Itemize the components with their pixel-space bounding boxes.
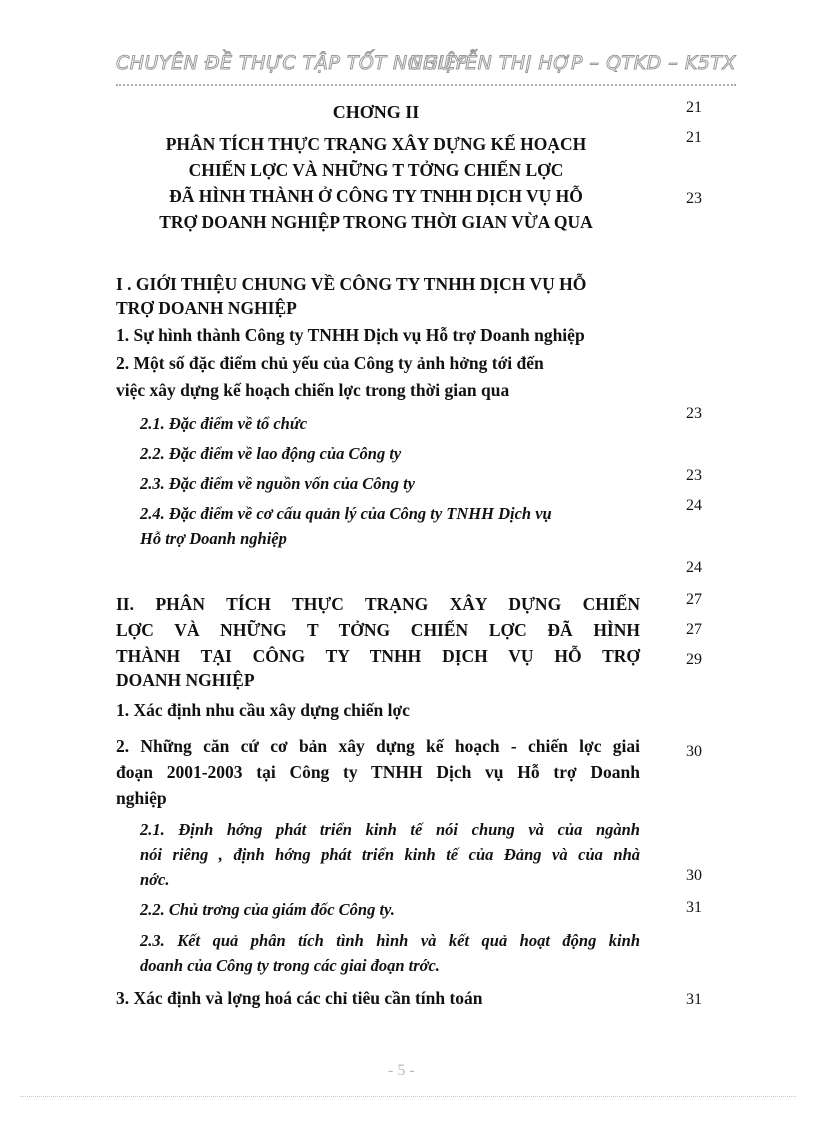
footer-page-number: - 5 - <box>388 1062 415 1079</box>
page-number: 30 <box>686 743 702 760</box>
page-number: 31 <box>686 991 702 1008</box>
header-divider <box>116 84 736 86</box>
chapter-heading-line: TRỢ DOANH NGHIỆP TRONG THỜI GIAN VỪA QUA <box>159 212 593 232</box>
toc-section-1: TRỢ DOANH NGHIỆP <box>116 298 297 318</box>
toc-subitem: doanh của Công ty trong các giai đoạn trớc. <box>140 956 440 975</box>
toc-item: 1. Xác định nhu cầu xây dựng chiến lợc <box>116 700 410 720</box>
chapter-title: CHƠNG II <box>332 102 420 122</box>
header-left: CHUYÊN ĐỀ THỰC TẬP TỐT NGHIỆP <box>116 52 469 74</box>
page-number: 27 <box>686 591 702 608</box>
chapter-heading-line: CHIẾN LỢC VÀ NHỮNG T TỞNG CHIẾN LỢC <box>188 160 564 180</box>
footer-divider <box>20 1096 796 1097</box>
page-number: 23 <box>686 190 702 207</box>
toc-item: việc xây dựng kế hoạch chiến lợc trong thời gian qua <box>116 380 510 400</box>
toc-section-2: LỢC VÀ NHỮNG T TỞNG CHIẾN LỢC ĐÃ HÌNH <box>116 620 640 640</box>
toc-subitem: 2.3. Kết quả phân tích tình hình và kết quả hoạt động kinh <box>140 931 640 950</box>
page-number: 27 <box>686 621 702 638</box>
toc-section-2: THÀNH TẠI CÔNG TY TNHH DỊCH VỤ HỖ TRỢ <box>116 646 640 666</box>
toc-section-2: DOANH NGHIỆP <box>116 670 255 690</box>
page-number: 29 <box>686 651 702 668</box>
header-right: NGUYỄN THỊ HỢP – QTKD – K5TX <box>408 52 736 74</box>
toc-item: 2. Một số đặc điểm chủ yếu của Công ty ảnh hởng tới đến <box>116 353 544 373</box>
chapter-heading-line: PHÂN TÍCH THỰC TRẠNG XÂY DỰNG KẾ HOẠCH <box>165 134 587 154</box>
toc-subitem: 2.1. Đặc điểm về tổ chức <box>140 414 308 433</box>
page-number: 21 <box>686 129 702 146</box>
toc-item: 1. Sự hình thành Công ty TNHH Dịch vụ Hỗ trợ Doanh nghiệp <box>116 325 585 345</box>
chapter-heading-line: ĐÃ HÌNH THÀNH Ở CÔNG TY TNHH DỊCH VỤ HỖ <box>169 186 583 206</box>
toc-subitem: Hỗ trợ Doanh nghiệp <box>140 529 287 548</box>
toc-subitem: 2.2. Chủ trơng của giám đốc Công ty. <box>140 900 395 919</box>
toc-subitem: nói riêng , định hớng phát triển kinh tế của Đảng và của nhà <box>140 845 640 864</box>
toc-section-1: I . GIỚI THIỆU CHUNG VỀ CÔNG TY TNHH DỊCH VỤ HỖ <box>116 274 587 294</box>
toc-item: đoạn 2001-2003 tại Công ty TNHH Dịch vụ Hỗ trợ Doanh <box>116 762 640 782</box>
page-number: 21 <box>686 99 702 116</box>
toc-item: nghiệp <box>116 788 167 808</box>
page-number: 24 <box>686 559 702 576</box>
page-number: 30 <box>686 867 702 884</box>
toc-subitem: 2.3. Đặc điểm về nguồn vốn của Công ty <box>140 474 415 493</box>
toc-subitem: 2.2. Đặc điểm về lao động của Công ty <box>140 444 402 463</box>
toc-subitem: 2.4. Đặc điểm về cơ cấu quản lý của Công ty TNHH Dịch vụ <box>140 504 552 523</box>
page-number: 23 <box>686 467 702 484</box>
page-number: 23 <box>686 405 702 422</box>
page-number: 24 <box>686 497 702 514</box>
toc-section-2: II. PHÂN TÍCH THỰC TRẠNG XÂY DỰNG CHIẾN <box>116 594 640 614</box>
toc-item: 3. Xác định và lợng hoá các chỉ tiêu cần tính toán <box>116 988 483 1008</box>
toc-subitem: 2.1. Định hớng phát triển kinh tế nói chung và của ngành <box>140 820 640 839</box>
page-number: 31 <box>686 899 702 916</box>
page-header <box>116 52 736 82</box>
toc-subitem: nớc. <box>140 870 170 889</box>
toc-item: 2. Những căn cứ cơ bản xây dựng kế hoạch - chiến lợc giai <box>116 736 640 756</box>
